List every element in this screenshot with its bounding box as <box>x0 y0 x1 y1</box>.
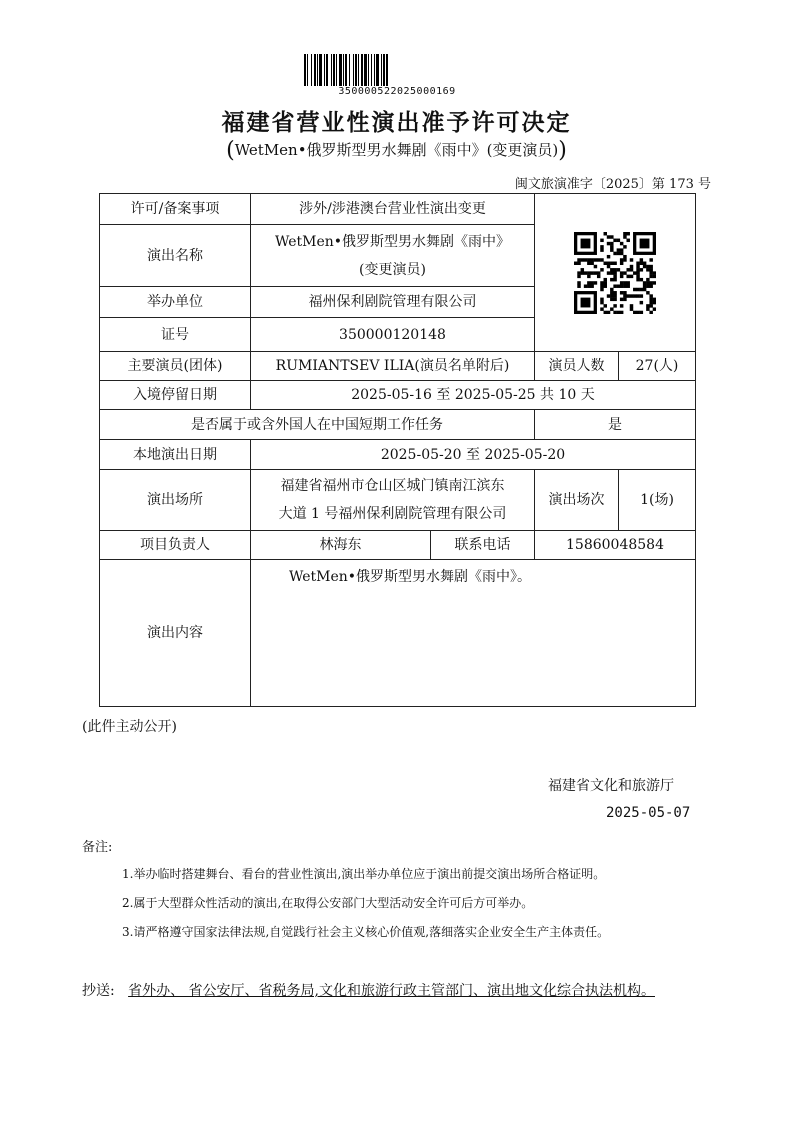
document-title: 福建省营业性演出准予许可决定 <box>221 110 572 136</box>
content-label: 演出内容 <box>100 560 251 707</box>
table-row <box>100 352 696 381</box>
license-value: 350000120148 <box>251 318 535 352</box>
local-date-value: 2025-05-20 至 2025-05-20 <box>251 440 696 470</box>
table-row <box>100 531 696 560</box>
manager-value: 林海东 <box>251 531 431 560</box>
note-item: 3.请严格遵守国家法律法规,自觉践行社会主义核心价值观,落细落实企业安全生产主体责任。 <box>122 925 610 939</box>
stay-label: 入境停留日期 <box>100 381 251 410</box>
venue-line: 大道 1 号福州保利剧院管理有限公司 <box>278 506 507 522</box>
permit-label: 许可/备案事项 <box>100 194 251 225</box>
permit-value: 涉外/涉港澳台营业性演出变更 <box>251 194 535 225</box>
manager-label: 项目负责人 <box>100 531 251 560</box>
phone-label: 联系电话 <box>431 531 535 560</box>
show-name-label: 演出名称 <box>100 225 251 287</box>
public-note: (此件主动公开) <box>82 719 177 735</box>
qr-cell <box>535 194 696 352</box>
content-value: WetMen•俄罗斯型男水舞剧《雨中》。 <box>251 560 696 707</box>
table-row <box>100 194 696 225</box>
shortwork-value: 是 <box>535 410 696 440</box>
permit-table <box>99 193 696 707</box>
sessions-value: 1(场) <box>619 470 696 531</box>
document-number: 闽文旅演准字〔2025〕第 173 号 <box>514 177 711 192</box>
show-name-line: WetMen•俄罗斯型男水舞剧《雨中》 <box>274 233 511 250</box>
cc-label: 抄送: <box>82 983 115 999</box>
qr-code-icon <box>574 232 656 314</box>
organizer-label: 举办单位 <box>100 287 251 318</box>
count-label: 演员人数 <box>535 352 619 381</box>
venue-value <box>251 470 535 531</box>
table-row <box>100 410 696 440</box>
phone-value: 15860048584 <box>535 531 696 560</box>
subtitle-text: WetMen•俄罗斯型男水舞剧《雨中》(变更演员) <box>234 141 559 159</box>
issuer: 福建省文化和旅游厅 <box>548 778 674 794</box>
cc-text: 省外办、 省公安厅、省税务局,文化和旅游行政主管部门、演出地文化综合执法机构。 <box>128 983 655 999</box>
license-label: 证号 <box>100 318 251 352</box>
sessions-label: 演出场次 <box>535 470 619 531</box>
barcode-number: 350000522025000169 <box>338 86 456 97</box>
performer-value: RUMIANTSEV ILIA(演员名单附后) <box>251 352 535 381</box>
barcode <box>304 54 490 86</box>
table-row <box>100 560 696 707</box>
note-item: 2.属于大型群众性活动的演出,在取得公安部门大型活动安全许可后方可举办。 <box>122 896 534 910</box>
note-item: 1.举办临时搭建舞台、看台的营业性演出,演出举办单位应于演出前提交演出场所合格证明。 <box>122 867 606 881</box>
venue-label: 演出场所 <box>100 470 251 531</box>
local-date-label: 本地演出日期 <box>100 440 251 470</box>
document-subtitle: (WetMen•俄罗斯型男水舞剧《雨中》(变更演员)) <box>226 138 567 163</box>
organizer-value: 福州保利剧院管理有限公司 <box>251 287 535 318</box>
performer-label: 主要演员(团体) <box>100 352 251 381</box>
shortwork-label: 是否属于或含外国人在中国短期工作任务 <box>100 410 535 440</box>
venue-line: 福建省福州市仓山区城门镇南江滨东 <box>280 478 505 494</box>
show-name-line: (变更演员) <box>359 261 426 278</box>
cc-block <box>82 976 712 1006</box>
issue-date: 2025-05-07 <box>606 805 691 821</box>
show-name-value <box>251 225 535 287</box>
table-row <box>100 381 696 410</box>
table-row <box>100 440 696 470</box>
count-value: 27(人) <box>619 352 696 381</box>
table-row <box>100 470 696 531</box>
stay-value: 2025-05-16 至 2025-05-25 共 10 天 <box>251 381 696 410</box>
notes-title: 备注: <box>82 840 113 855</box>
